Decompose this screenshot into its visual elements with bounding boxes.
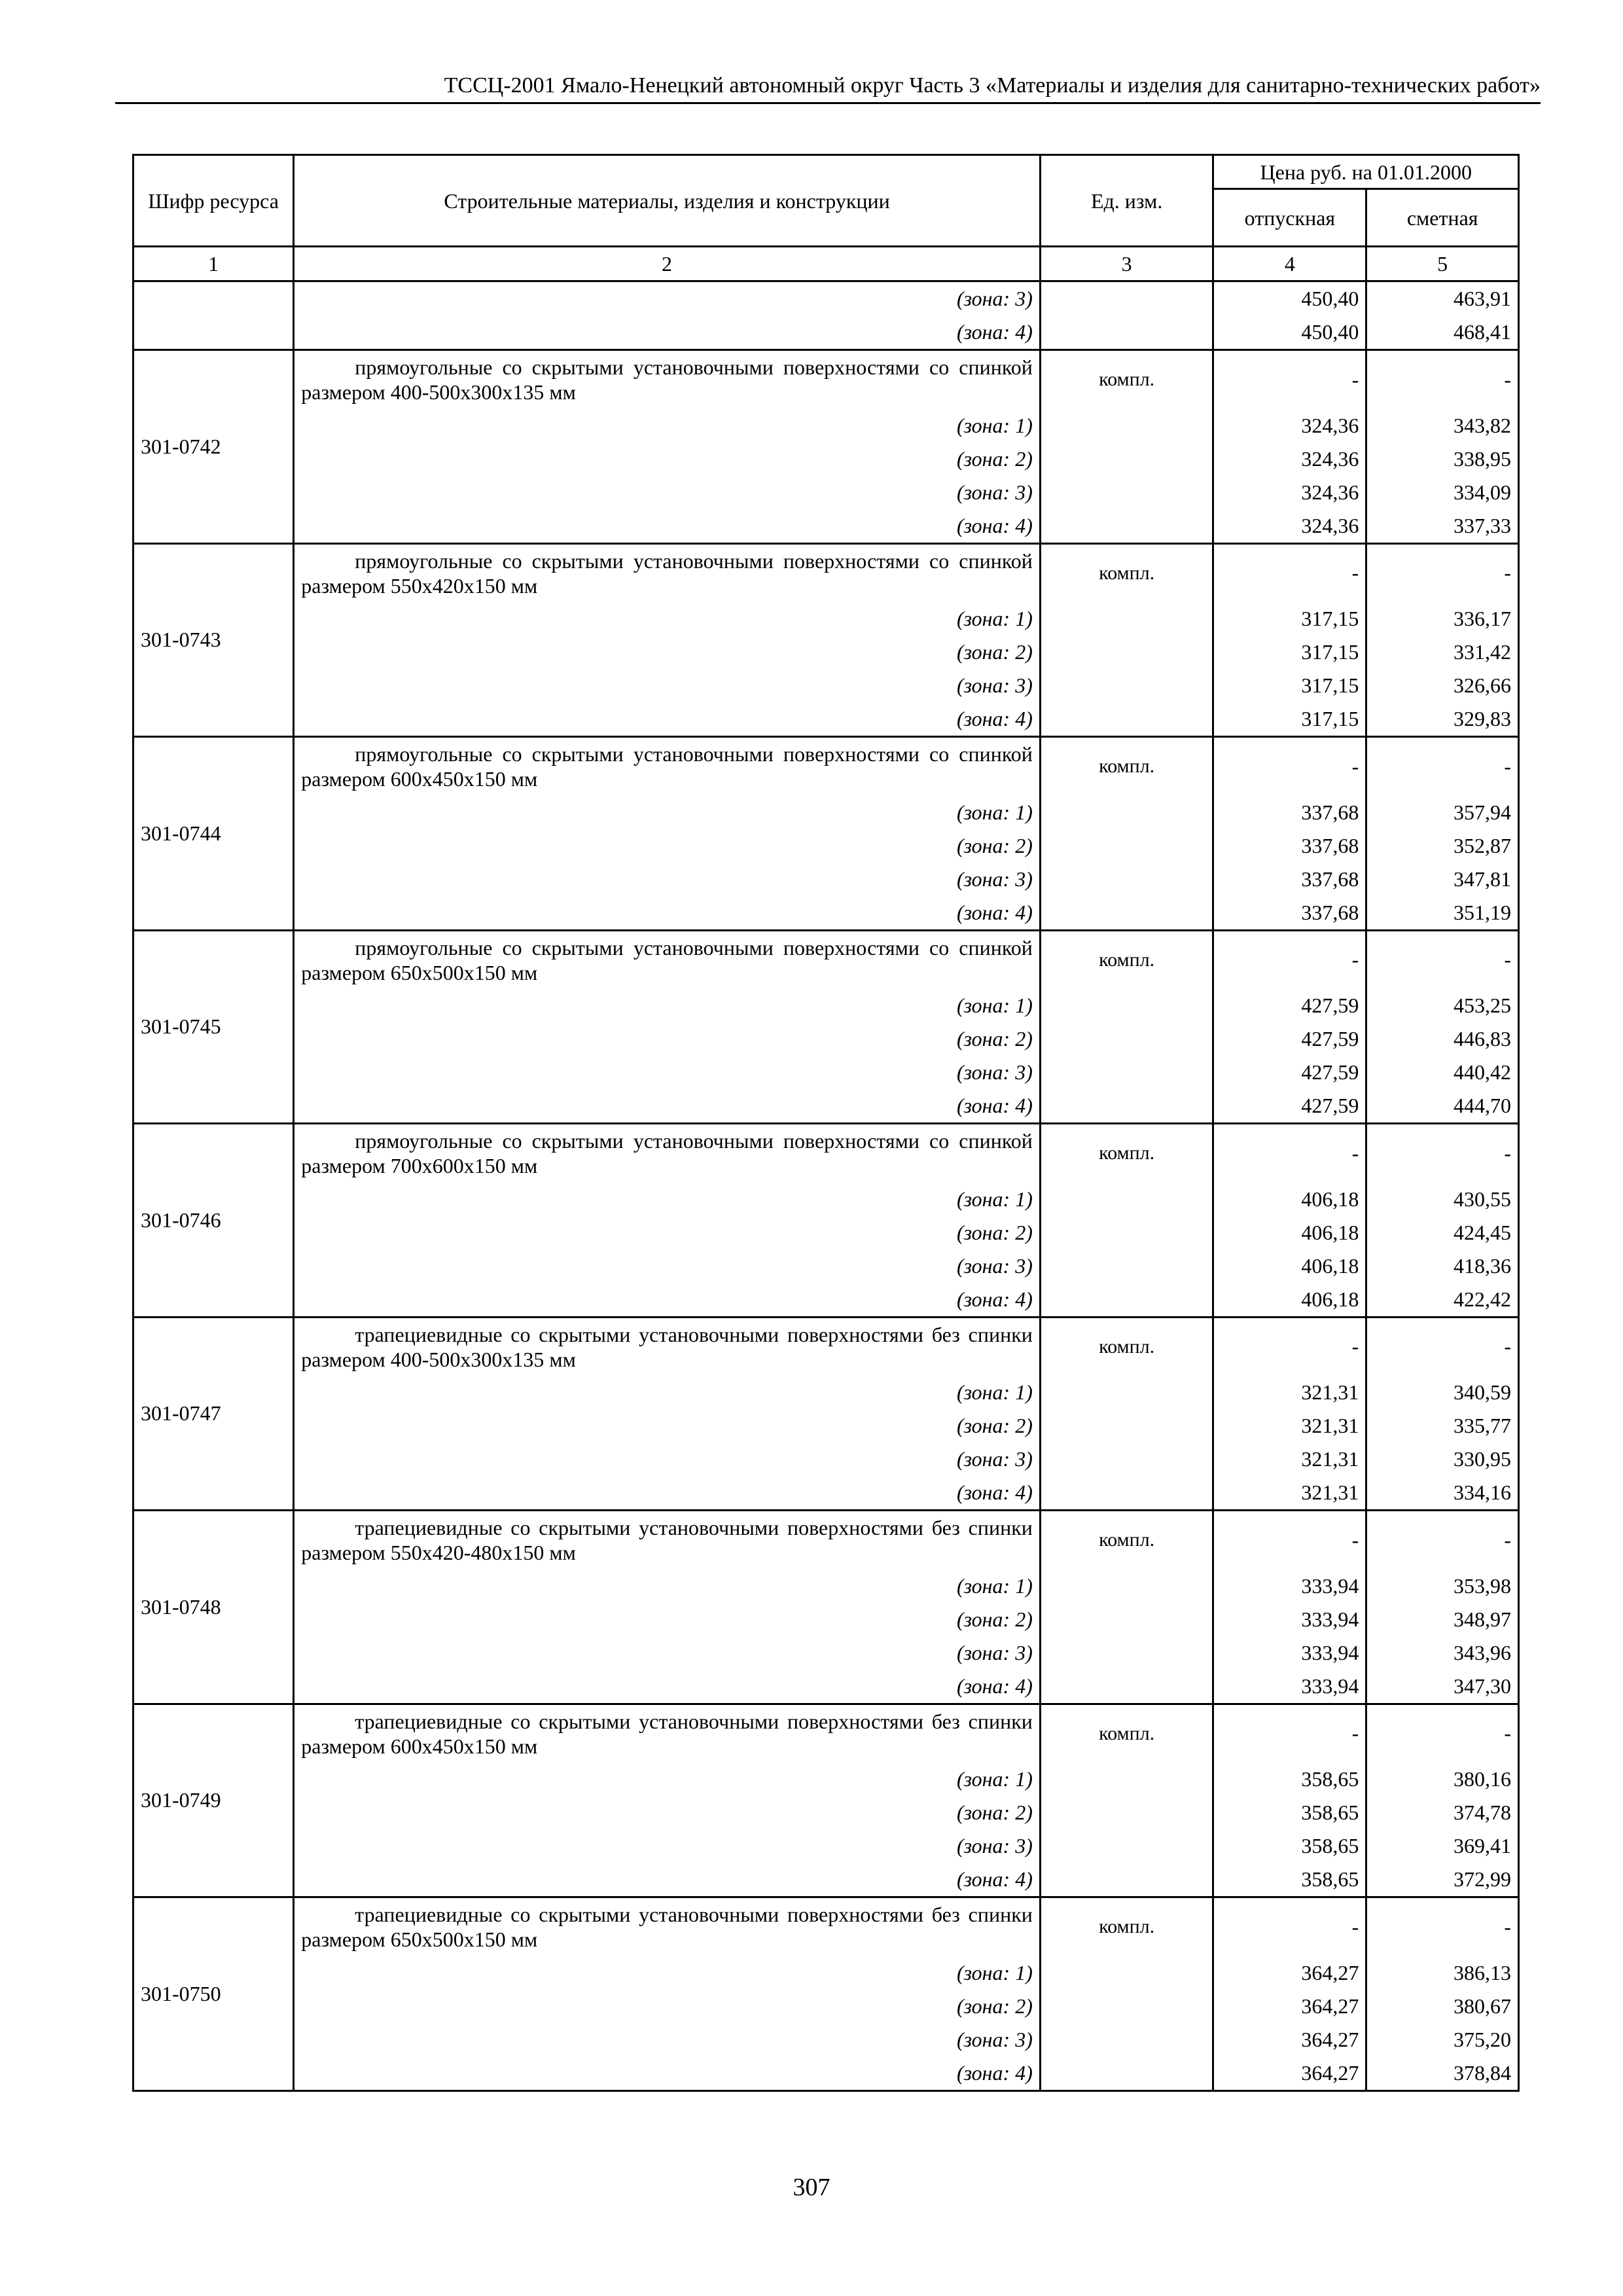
release-price: 333,94 (1213, 1603, 1366, 1636)
zone-label: (зона: 2) (294, 829, 1041, 863)
item-row (134, 1704, 1519, 1763)
estimate-price: 463,91 (1366, 281, 1519, 316)
release-price: 324,36 (1213, 509, 1366, 544)
zone-label: (зона: 1) (294, 989, 1041, 1022)
zone-row (134, 2056, 1519, 2091)
release-price: 450,40 (1213, 281, 1366, 316)
unit-cell-empty (1040, 989, 1213, 1022)
release-price: 337,68 (1213, 863, 1366, 896)
estimate-price: - (1366, 930, 1519, 989)
estimate-price: 372,99 (1366, 1863, 1519, 1897)
unit-of-measure: компл. (1040, 1317, 1213, 1376)
item-row (134, 1511, 1519, 1570)
table-head (134, 155, 1519, 281)
unit-cell-empty (1040, 1829, 1213, 1863)
zone-label: (зона: 4) (294, 702, 1041, 737)
page-number: 307 (793, 2174, 830, 2201)
release-price: 358,65 (1213, 1863, 1366, 1897)
zone-label: (зона: 1) (294, 602, 1041, 636)
estimate-price: 378,84 (1366, 2056, 1519, 2091)
zone-label: (зона: 4) (294, 896, 1041, 931)
item-name: прямоугольные со скрытыми установочными поверхностями со спинкой размером 550х420х150 мм (294, 543, 1041, 602)
zone-row (134, 1570, 1519, 1603)
unit-cell-empty (1040, 636, 1213, 669)
zone-row (134, 702, 1519, 737)
estimate-price: 337,33 (1366, 509, 1519, 544)
estimate-price: 343,96 (1366, 1636, 1519, 1670)
zone-label: (зона: 2) (294, 1990, 1041, 2023)
zone-row (134, 1056, 1519, 1089)
release-price: - (1213, 1511, 1366, 1570)
unit-of-measure: компл. (1040, 1124, 1213, 1183)
zone-row (134, 1216, 1519, 1249)
unit-cell-empty (1040, 1570, 1213, 1603)
estimate-price: 331,42 (1366, 636, 1519, 669)
column-number: 3 (1040, 247, 1213, 281)
zone-label: (зона: 1) (294, 1570, 1041, 1603)
item-row (134, 543, 1519, 602)
zone-label: (зона: 1) (294, 796, 1041, 829)
unit-cell-empty (1040, 1089, 1213, 1124)
estimate-price: 440,42 (1366, 1056, 1519, 1089)
zone-row (134, 509, 1519, 544)
zone-row (134, 1636, 1519, 1670)
zone-row (134, 1956, 1519, 1990)
item-name: трапециевидные со скрытыми установочными поверхностями без спинки размером 650х500х150 мм (294, 1897, 1041, 1956)
release-price: - (1213, 1124, 1366, 1183)
release-price: 324,36 (1213, 476, 1366, 509)
release-price: 364,27 (1213, 2023, 1366, 2056)
unit-cell-empty (1040, 1956, 1213, 1990)
release-price: 364,27 (1213, 1990, 1366, 2023)
zone-row (134, 669, 1519, 702)
zone-label: (зона: 2) (294, 1409, 1041, 1443)
zone-label: (зона: 4) (294, 1670, 1041, 1704)
estimate-price: 343,82 (1366, 409, 1519, 442)
unit-cell-empty (1040, 1022, 1213, 1056)
zone-label: (зона: 1) (294, 409, 1041, 442)
unit-cell-empty (1040, 1409, 1213, 1443)
unit-cell-empty (1040, 896, 1213, 931)
release-price: 406,18 (1213, 1283, 1366, 1318)
zone-row (134, 1283, 1519, 1318)
column-number: 4 (1213, 247, 1366, 281)
estimate-price: 374,78 (1366, 1796, 1519, 1829)
unit-cell-empty (1040, 602, 1213, 636)
zone-label: (зона: 3) (294, 669, 1041, 702)
unit-cell-empty (1040, 1670, 1213, 1704)
code-cell-empty (134, 315, 294, 350)
header-price-group: Цена руб. на 01.01.2000 (1213, 155, 1519, 189)
zone-label: (зона: 3) (294, 863, 1041, 896)
release-price: 358,65 (1213, 1763, 1366, 1796)
unit-cell-empty (1040, 509, 1213, 544)
unit-of-measure: компл. (1040, 930, 1213, 989)
resource-code: 301-0745 (134, 930, 294, 1124)
zone-row (134, 602, 1519, 636)
zone-label: (зона: 3) (294, 281, 1041, 316)
zone-label: (зона: 3) (294, 2023, 1041, 2056)
release-price: 427,59 (1213, 1089, 1366, 1124)
release-price: - (1213, 1317, 1366, 1376)
unit-of-measure: компл. (1040, 1511, 1213, 1570)
estimate-price: 335,77 (1366, 1409, 1519, 1443)
release-price: - (1213, 350, 1366, 409)
zone-row (134, 829, 1519, 863)
item-name: прямоугольные со скрытыми установочными поверхностями со спинкой размером 700х600х150 мм (294, 1124, 1041, 1183)
zone-row (134, 1829, 1519, 1863)
zone-label: (зона: 3) (294, 1249, 1041, 1283)
estimate-price: 375,20 (1366, 2023, 1519, 2056)
unit-cell-empty (1040, 2023, 1213, 2056)
unit-cell-empty (1040, 669, 1213, 702)
estimate-price: 338,95 (1366, 442, 1519, 476)
unit-cell-empty (1040, 1183, 1213, 1216)
item-row (134, 1317, 1519, 1376)
estimate-price: 357,94 (1366, 796, 1519, 829)
unit-cell-empty (1040, 1056, 1213, 1089)
zone-row (134, 1476, 1519, 1511)
zone-row (134, 1443, 1519, 1476)
estimate-price: 369,41 (1366, 1829, 1519, 1863)
release-price: 450,40 (1213, 315, 1366, 350)
item-row (134, 350, 1519, 409)
zone-row (134, 315, 1519, 350)
code-cell-empty (134, 281, 294, 316)
release-price: 358,65 (1213, 1796, 1366, 1829)
estimate-price: 334,16 (1366, 1476, 1519, 1511)
item-name: трапециевидные со скрытыми установочными поверхностями без спинки размером 600х450х150 мм (294, 1704, 1041, 1763)
zone-row (134, 863, 1519, 896)
unit-cell-empty (1040, 829, 1213, 863)
zone-row (134, 409, 1519, 442)
resource-code: 301-0750 (134, 1897, 294, 2091)
zone-label: (зона: 1) (294, 1183, 1041, 1216)
zone-label: (зона: 2) (294, 1603, 1041, 1636)
release-price: 358,65 (1213, 1829, 1366, 1863)
estimate-price: - (1366, 1897, 1519, 1956)
unit-cell-empty (1040, 1796, 1213, 1829)
zone-row (134, 1763, 1519, 1796)
estimate-price: - (1366, 1317, 1519, 1376)
release-price: 427,59 (1213, 1022, 1366, 1056)
zone-row (134, 989, 1519, 1022)
unit-cell-empty (1040, 476, 1213, 509)
item-row (134, 1897, 1519, 1956)
zone-label: (зона: 1) (294, 1763, 1041, 1796)
zone-label: (зона: 2) (294, 1022, 1041, 1056)
unit-cell-empty (1040, 1443, 1213, 1476)
unit-cell-empty (1040, 1763, 1213, 1796)
item-name: прямоугольные со скрытыми установочными поверхностями со спинкой размером 400-500х300х135 мм (294, 350, 1041, 409)
release-price: 337,68 (1213, 829, 1366, 863)
zone-row (134, 1409, 1519, 1443)
zone-label: (зона: 2) (294, 636, 1041, 669)
estimate-price: 347,81 (1366, 863, 1519, 896)
item-name: прямоугольные со скрытыми установочными поверхностями со спинкой размером 600х450х150 мм (294, 737, 1041, 796)
release-price: 321,31 (1213, 1443, 1366, 1476)
zone-row (134, 476, 1519, 509)
estimate-price: 380,16 (1366, 1763, 1519, 1796)
unit-cell-empty (1040, 1476, 1213, 1511)
release-price: - (1213, 930, 1366, 989)
resource-code: 301-0744 (134, 737, 294, 931)
estimate-price: 330,95 (1366, 1443, 1519, 1476)
unit-cell-empty (1040, 1283, 1213, 1318)
estimate-price: 348,97 (1366, 1603, 1519, 1636)
estimate-price: - (1366, 737, 1519, 796)
unit-cell-empty (1040, 1216, 1213, 1249)
release-price: 427,59 (1213, 989, 1366, 1022)
column-number: 5 (1366, 247, 1519, 281)
estimate-price: 336,17 (1366, 602, 1519, 636)
zone-label: (зона: 1) (294, 1956, 1041, 1990)
release-price: 324,36 (1213, 409, 1366, 442)
release-price: 364,27 (1213, 2056, 1366, 2091)
item-row (134, 930, 1519, 989)
unit-cell-empty (1040, 409, 1213, 442)
unit-cell-empty (1040, 442, 1213, 476)
zone-row (134, 1249, 1519, 1283)
zone-label: (зона: 4) (294, 1476, 1041, 1511)
estimate-price: - (1366, 1124, 1519, 1183)
zone-label: (зона: 3) (294, 476, 1041, 509)
zone-row (134, 1863, 1519, 1897)
header-code: Шифр ресурса (134, 155, 294, 247)
zone-row (134, 896, 1519, 931)
release-price: 333,94 (1213, 1636, 1366, 1670)
zone-label: (зона: 2) (294, 1216, 1041, 1249)
release-price: 317,15 (1213, 702, 1366, 737)
release-price: 324,36 (1213, 442, 1366, 476)
header-name: Строительные материалы, изделия и конструкции (294, 155, 1041, 247)
release-price: - (1213, 1704, 1366, 1763)
zone-row (134, 1089, 1519, 1124)
zone-row (134, 1990, 1519, 2023)
zone-row (134, 1183, 1519, 1216)
release-price: 337,68 (1213, 796, 1366, 829)
release-price: 364,27 (1213, 1956, 1366, 1990)
release-price: 406,18 (1213, 1249, 1366, 1283)
page-header: ТССЦ-2001 Ямало-Ненецкий автономный округ Часть 3 «Материалы и изделия для санитарно-технических работ» (115, 69, 1541, 104)
estimate-price: 418,36 (1366, 1249, 1519, 1283)
unit-cell-empty (1040, 1863, 1213, 1897)
zone-label: (зона: 4) (294, 1283, 1041, 1318)
header-unit: Ед. изм. (1040, 155, 1213, 247)
column-number: 2 (294, 247, 1041, 281)
unit-cell-empty (1040, 796, 1213, 829)
unit-cell-empty (1040, 281, 1213, 316)
unit-cell-empty (1040, 1249, 1213, 1283)
unit-of-measure: компл. (1040, 1704, 1213, 1763)
unit-cell-empty (1040, 863, 1213, 896)
unit-of-measure: компл. (1040, 1897, 1213, 1956)
release-price: 317,15 (1213, 636, 1366, 669)
unit-of-measure: компл. (1040, 737, 1213, 796)
estimate-price: 326,66 (1366, 669, 1519, 702)
release-price: 321,31 (1213, 1376, 1366, 1409)
item-name: прямоугольные со скрытыми установочными поверхностями со спинкой размером 650х500х150 мм (294, 930, 1041, 989)
zone-label: (зона: 2) (294, 1796, 1041, 1829)
zone-row (134, 796, 1519, 829)
unit-cell-empty (1040, 2056, 1213, 2091)
table-body (134, 281, 1519, 2091)
resource-code: 301-0742 (134, 350, 294, 544)
unit-cell-empty (1040, 1990, 1213, 2023)
release-price: - (1213, 1897, 1366, 1956)
unit-cell-empty (1040, 315, 1213, 350)
zone-label: (зона: 4) (294, 1089, 1041, 1124)
estimate-price: 386,13 (1366, 1956, 1519, 1990)
zone-label: (зона: 4) (294, 509, 1041, 544)
release-price: - (1213, 543, 1366, 602)
estimate-price: - (1366, 543, 1519, 602)
estimate-price: 352,87 (1366, 829, 1519, 863)
estimate-price: 347,30 (1366, 1670, 1519, 1704)
estimate-price: - (1366, 350, 1519, 409)
release-price: 333,94 (1213, 1670, 1366, 1704)
estimate-price: 446,83 (1366, 1022, 1519, 1056)
release-price: 337,68 (1213, 896, 1366, 931)
estimate-price: 353,98 (1366, 1570, 1519, 1603)
resource-code: 301-0748 (134, 1511, 294, 1704)
unit-cell-empty (1040, 702, 1213, 737)
release-price: 427,59 (1213, 1056, 1366, 1089)
estimate-price: 380,67 (1366, 1990, 1519, 2023)
zone-row (134, 636, 1519, 669)
column-number: 1 (134, 247, 294, 281)
estimate-price: 424,45 (1366, 1216, 1519, 1249)
unit-of-measure: компл. (1040, 543, 1213, 602)
zone-row (134, 1796, 1519, 1829)
zone-label: (зона: 1) (294, 1376, 1041, 1409)
item-name: трапециевидные со скрытыми установочными поверхностями без спинки размером 550х420-480х150 мм (294, 1511, 1041, 1570)
column-numbers-row (134, 247, 1519, 281)
unit-of-measure: компл. (1040, 350, 1213, 409)
zone-row (134, 1670, 1519, 1704)
header-release: отпускная (1213, 189, 1366, 247)
zone-row (134, 1603, 1519, 1636)
estimate-price: 334,09 (1366, 476, 1519, 509)
release-price: 317,15 (1213, 602, 1366, 636)
estimate-price: 422,42 (1366, 1283, 1519, 1318)
zone-label: (зона: 3) (294, 1636, 1041, 1670)
header-estimate: сметная (1366, 189, 1519, 247)
unit-cell-empty (1040, 1376, 1213, 1409)
unit-cell-empty (1040, 1636, 1213, 1670)
estimate-price: 430,55 (1366, 1183, 1519, 1216)
zone-row (134, 1376, 1519, 1409)
price-table (132, 154, 1520, 2092)
release-price: 406,18 (1213, 1183, 1366, 1216)
estimate-price: - (1366, 1704, 1519, 1763)
release-price: 317,15 (1213, 669, 1366, 702)
zone-label: (зона: 3) (294, 1829, 1041, 1863)
zone-label: (зона: 4) (294, 315, 1041, 350)
resource-code: 301-0743 (134, 543, 294, 737)
zone-label: (зона: 2) (294, 442, 1041, 476)
zone-row (134, 281, 1519, 316)
estimate-price: 340,59 (1366, 1376, 1519, 1409)
item-row (134, 1124, 1519, 1183)
release-price: 321,31 (1213, 1476, 1366, 1511)
zone-row (134, 2023, 1519, 2056)
estimate-price: - (1366, 1511, 1519, 1570)
zone-row (134, 442, 1519, 476)
estimate-price: 329,83 (1366, 702, 1519, 737)
estimate-price: 444,70 (1366, 1089, 1519, 1124)
estimate-price: 453,25 (1366, 989, 1519, 1022)
zone-label: (зона: 3) (294, 1056, 1041, 1089)
resource-code: 301-0747 (134, 1317, 294, 1511)
item-row (134, 737, 1519, 796)
zone-label: (зона: 3) (294, 1443, 1041, 1476)
release-price: 321,31 (1213, 1409, 1366, 1443)
estimate-price: 351,19 (1366, 896, 1519, 931)
resource-code: 301-0749 (134, 1704, 294, 1897)
unit-cell-empty (1040, 1603, 1213, 1636)
estimate-price: 468,41 (1366, 315, 1519, 350)
item-name: трапециевидные со скрытыми установочными поверхностями без спинки размером 400-500х300х135 мм (294, 1317, 1041, 1376)
zone-label: (зона: 4) (294, 1863, 1041, 1897)
zone-row (134, 1022, 1519, 1056)
release-price: 406,18 (1213, 1216, 1366, 1249)
resource-code: 301-0746 (134, 1124, 294, 1318)
zone-label: (зона: 4) (294, 2056, 1041, 2091)
release-price: 333,94 (1213, 1570, 1366, 1603)
release-price: - (1213, 737, 1366, 796)
